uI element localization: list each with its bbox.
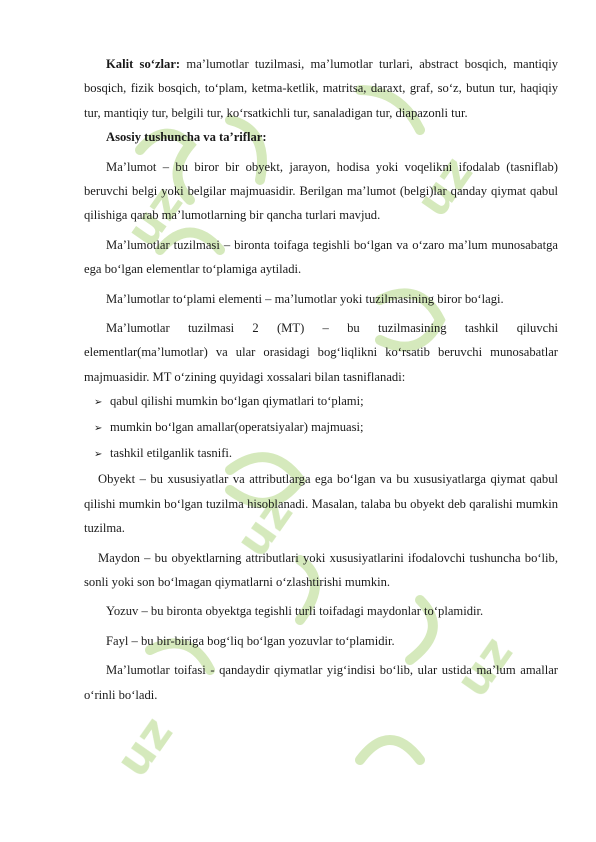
definition-tuzilma: Ma’lumotlar tuzilmasi – bironta toifaga tegishli bo‘lgan va o‘zaro ma’lum munosabatga ega bo‘lgan elementlar to‘plamiga aytiladi.	[84, 237, 558, 277]
definition-yozuv: Yozuv – bu bironta obyektga tegishli turli toifadagi maydonlar to‘plamidir.	[106, 604, 484, 619]
keywords-paragraph	[84, 52, 558, 125]
list-item: ➢ qabul qilishi mumkin bo‘lgan qiymatlari to‘plami;	[94, 389, 558, 415]
definition-fayl: Fayl – bu bir-biriga bog‘liq bo‘lgan yozuvlar to‘plamidir.	[106, 633, 395, 648]
arrow-bullet-icon: ➢	[94, 423, 103, 435]
keywords-text: ma’lumotlar tuzilmasi, ma’lumotlar turlari, abstract bosqich, mantiqiy bosqich, fizik bosqich, to‘plam, ketma-ketlik, matritsa, daraxt, graf, so‘z, butun tur, haqiqiy tur, mantiqiy tur, belgili tur, ko‘rsatkichli tur, sanaladigan tur, diapazonli tur.	[84, 57, 558, 120]
definition-malumot: Ma’lumot – bu biror bir obyekt, jarayon, hodisa yoki voqelikni ifodalab (tasniflab) beruvchi belgi yoki belgilar majmuasidir. Berilgan ma’lumot (belgi)lar qanday qiymat qabul qilishiga qarab ma’lumotlarning bir qancha turlari mavjud.	[84, 159, 558, 223]
definition-mt: Ma’lumotlar tuzilmasi 2 (MT) – bu tuzilmasining tashkil qiluvchi elementlar(ma’lumotlar) va ular orasidagi bog‘liqlikni ko‘rsatib beruvchi munosabatlar majmuasidir. MT o‘zining quyidagi xossalari bilan tasniflanadi:	[84, 321, 558, 384]
document-page	[84, 52, 558, 712]
definition-maydon: Maydon – bu obyektlarning attributlari yoki xususiyatlarini ifodalovchi tushuncha bo‘lib, sonli yoki son bo‘lmagan qiymatlarni o‘zlashtirishi mumkin.	[84, 550, 558, 589]
svg-text:uz: uz	[114, 176, 194, 257]
arrow-bullet-icon: ➢	[94, 397, 103, 409]
mt-properties-list	[84, 389, 558, 467]
svg-text:uz: uz	[224, 486, 304, 567]
svg-text:uz: uz	[104, 706, 184, 787]
arrow-bullet-icon: ➢	[94, 449, 103, 461]
keywords-label: Kalit so‘zlar:	[106, 57, 181, 71]
definition-obyekt: Obyekt – bu xususiyatlar va attributlarga ega bo‘lgan va bu xususiyatlarga qiymat qabul qilishi mumkin bo‘lgan tuzilma hisoblanadi. Masalan, talaba bu obyekt deb qaralishi mumkin tuzilma.	[84, 472, 558, 536]
list-item: ➢ mumkin bo‘lgan amallar(operatsiyalar) majmuasi;	[94, 415, 558, 441]
section-heading: Asosiy tushuncha va ta’riflar:	[106, 130, 267, 145]
definition-element: Ma’lumotlar to‘plami elementi – ma’lumotlar yoki tuzilmasining biror bo‘lagi.	[106, 291, 504, 306]
svg-text:uz: uz	[404, 146, 484, 227]
definition-toifa: Ma’lumotlar toifasi - qandaydir qiymatlar yig‘indisi bo‘lib, ular ustida ma’lum amallar o‘rinli bo‘ladi.	[84, 663, 558, 702]
svg-text:uz: uz	[444, 626, 524, 707]
list-item: ➢ tashkil etilganlik tasnifi.	[94, 441, 558, 467]
